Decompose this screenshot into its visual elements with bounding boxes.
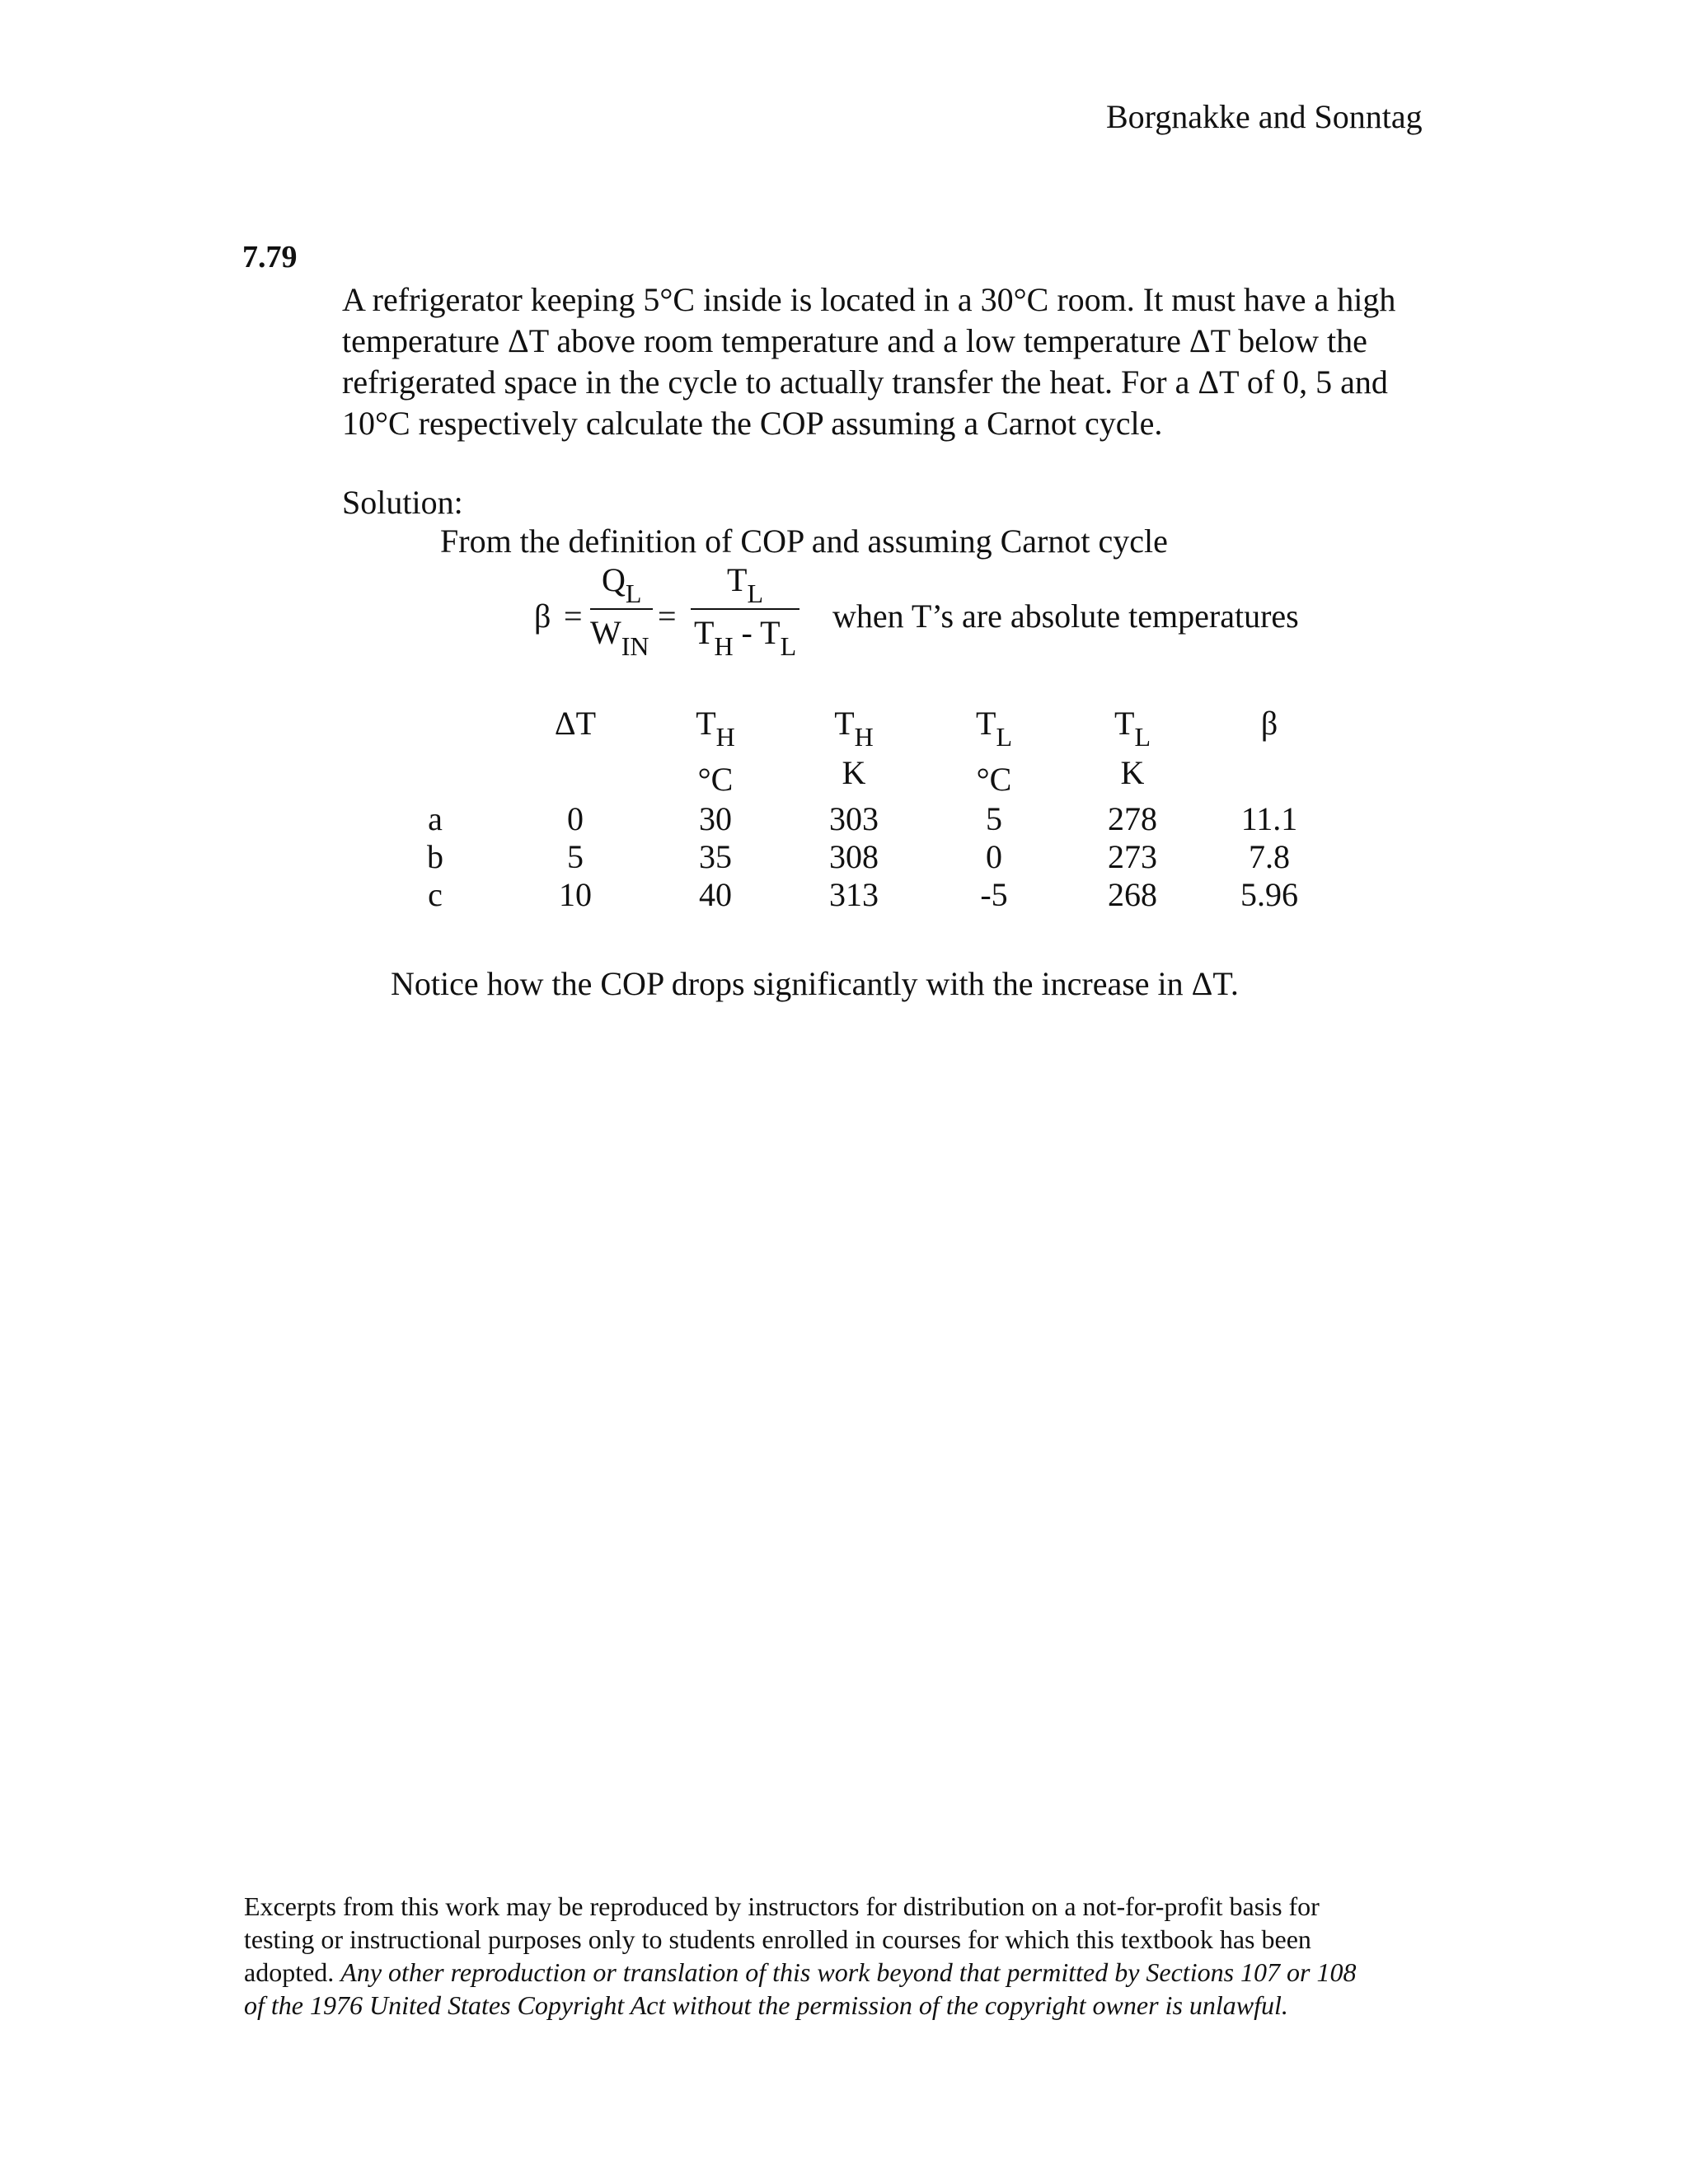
equation-note: when T’s are absolute temperatures xyxy=(832,598,1299,635)
statement-line: A refrigerator keeping 5°C inside is located in a 30°C room. It must have a high xyxy=(342,281,1396,318)
header-author: Borgnakke and Sonntag xyxy=(1106,98,1423,135)
table-cell: 273 xyxy=(1108,838,1157,875)
statement-line: temperature ΔT above room temperature and a low temperature ΔT below the xyxy=(342,322,1367,359)
table-cell: 35 xyxy=(699,838,732,875)
numerator-ql: $Q_L$ xyxy=(602,561,642,608)
statement-line: 10°C respectively calculate the COP assuming a Carnot cycle. xyxy=(342,405,1163,442)
table-cell: 268 xyxy=(1108,876,1157,913)
denominator-th-minus-tl: $T_H - T_L$ xyxy=(694,614,797,661)
table-cell: -5 xyxy=(980,876,1008,913)
table-cell: 7.8 xyxy=(1249,838,1290,875)
fraction-bar xyxy=(691,608,799,610)
copyright-line: of the 1976 United States Copyright Act without the permission of the copyright owner is unlawful. xyxy=(244,1990,1288,2020)
row-label: a xyxy=(428,800,443,837)
table-cell: 303 xyxy=(829,800,879,837)
table-cell: 5 xyxy=(567,838,584,875)
table-header: $T_H$ xyxy=(696,705,735,752)
table-cell: 278 xyxy=(1108,800,1157,837)
table-cell: 0 xyxy=(567,800,584,837)
table-cell: 10 xyxy=(559,876,592,913)
solution-label: Solution: xyxy=(342,484,463,521)
numerator-tl: $T_L$ xyxy=(727,561,763,608)
table-cell: 313 xyxy=(829,876,879,913)
table-cell: 5.96 xyxy=(1240,876,1298,913)
fraction-bar xyxy=(590,608,653,610)
row-label: b xyxy=(427,838,443,875)
table-header: $T_H$ xyxy=(834,705,874,752)
denominator-win: $W_{IN}$ xyxy=(590,614,649,661)
statement-line: refrigerated space in the cycle to actually transfer the heat. For a ΔT of 0, 5 and xyxy=(342,363,1388,401)
table-header: $T_L$ xyxy=(976,705,1012,752)
copyright-line: Excerpts from this work may be reproduced by instructors for distribution on a not-for-profit basis for xyxy=(244,1891,1320,1921)
beta-symbol: β xyxy=(534,598,551,635)
table-cell: 11.1 xyxy=(1240,800,1298,837)
table-cell: 308 xyxy=(829,838,879,875)
table-unit: °C xyxy=(697,761,734,798)
table-cell: 40 xyxy=(699,876,732,913)
equals-sign: = xyxy=(658,598,677,635)
table-header: β xyxy=(1260,705,1278,742)
conclusion-note: Notice how the COP drops significantly with the increase in ΔT. xyxy=(391,965,1239,1002)
copyright-line: adopted. Any other reproduction or translation of this work beyond that permitted by Sections 107 or 108 xyxy=(244,1957,1357,1987)
table-unit: K xyxy=(842,754,866,791)
table-cell: 0 xyxy=(986,838,1002,875)
table-header: $T_L$ xyxy=(1114,705,1151,752)
copyright-line: testing or instructional purposes only to students enrolled in courses for which this textbook has been xyxy=(244,1924,1311,1954)
row-label: c xyxy=(428,876,443,913)
copyright-notice xyxy=(244,1890,1439,2022)
table-cell: 5 xyxy=(986,800,1002,837)
problem-statement xyxy=(342,279,1430,444)
table-unit: K xyxy=(1120,754,1145,791)
problem-number: 7.79 xyxy=(242,240,298,274)
table-cell: 30 xyxy=(699,800,732,837)
equals-sign: = xyxy=(564,598,583,635)
solution-intro: From the definition of COP and assuming Carnot cycle xyxy=(440,523,1168,560)
table-header: ΔT xyxy=(554,705,597,742)
table-unit: °C xyxy=(976,761,1012,798)
